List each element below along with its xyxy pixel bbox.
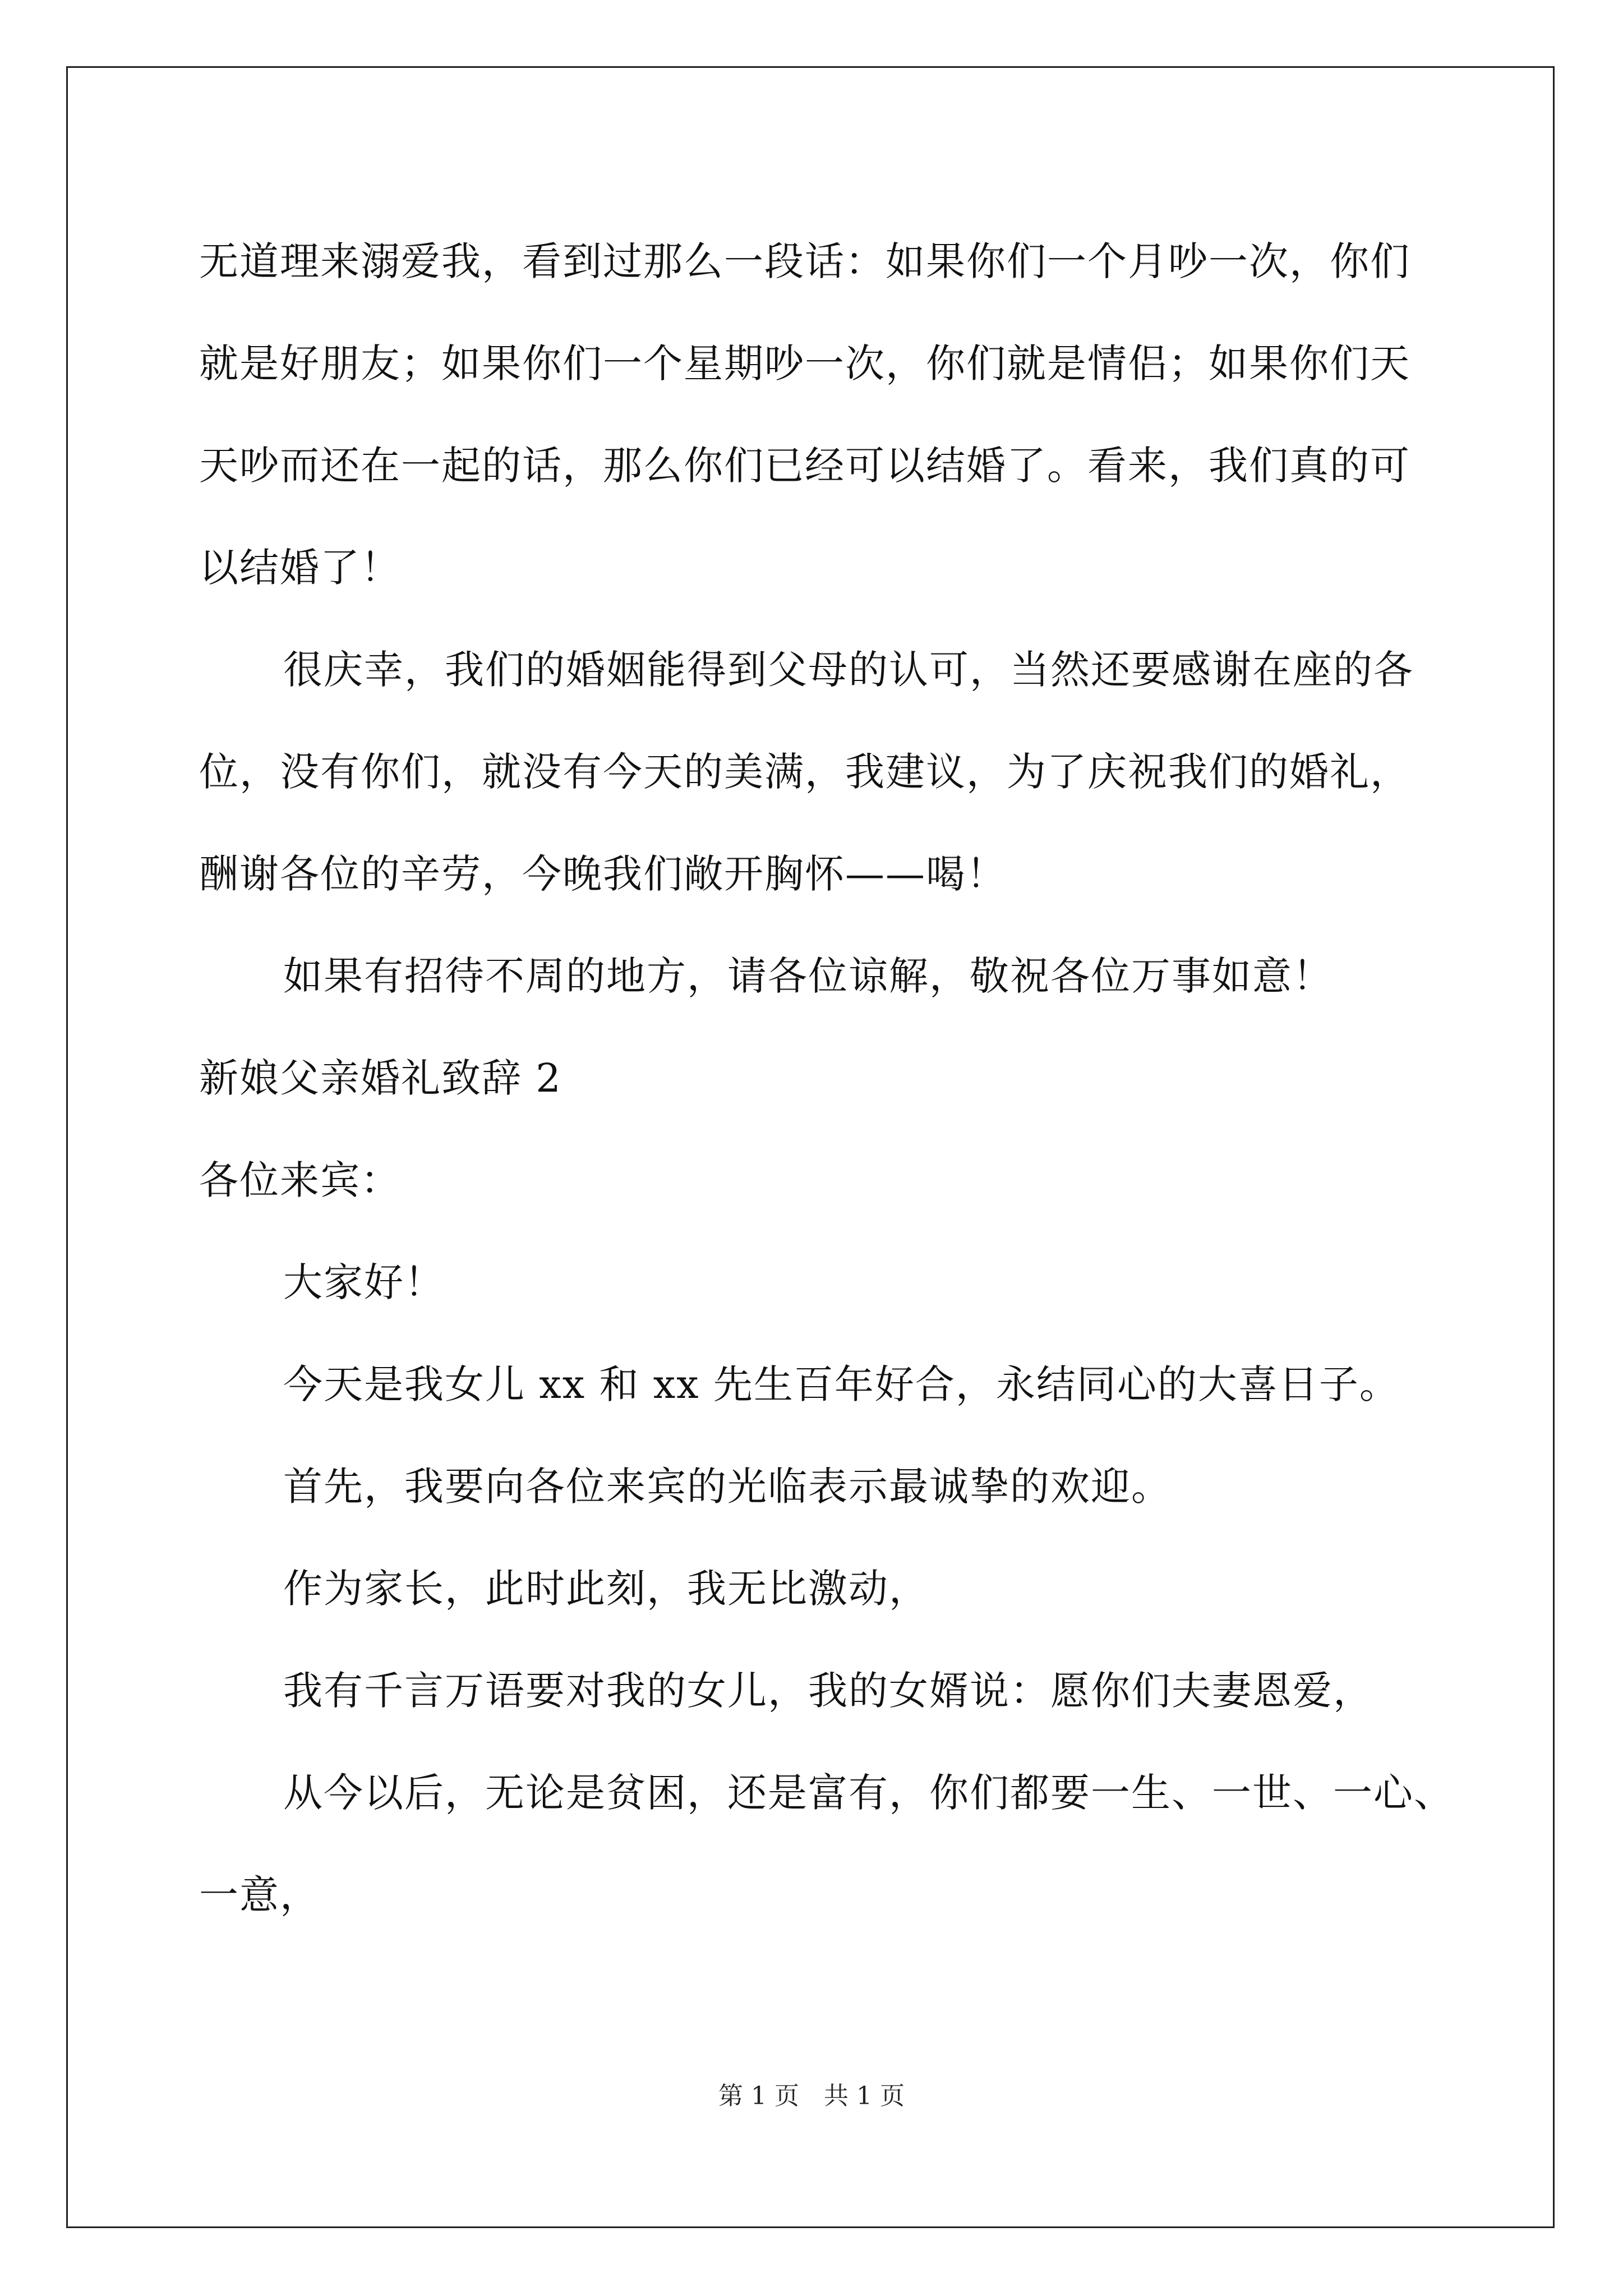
text-line: 以结婚了！ xyxy=(199,545,401,591)
page-footer: 第 1 页 共 1 页 xyxy=(718,2082,905,2110)
text-line: 就是好朋友；如果你们一个星期吵一次，你们就是情侣；如果你们天 xyxy=(199,341,1410,386)
section-heading: 新娘父亲婚礼致辞 2 xyxy=(199,1055,562,1101)
text-line: 如果有招待不周的地方，请各位谅解，敬祝各位万事如意！ xyxy=(283,953,1333,999)
text-line: 从今以后，无论是贫困，还是富有，你们都要一生、一世、一心、 xyxy=(283,1770,1454,1816)
text-line: 天吵而还在一起的话，那么你们已经可以结婚了。看来，我们真的可 xyxy=(199,443,1410,489)
salutation: 各位来宾： xyxy=(199,1157,401,1203)
text-line: 作为家长，此时此刻，我无比激动， xyxy=(283,1566,929,1612)
text-line: 今天是我女儿 xx 和 xx 先生百年好合，永结同心的大喜日子。 xyxy=(283,1361,1400,1407)
text-line: 我有千言万语要对我的女儿，我的女婿说：愿你们夫妻恩爱， xyxy=(283,1668,1373,1714)
document-body xyxy=(199,210,1461,1946)
greeting: 大家好！ xyxy=(283,1259,445,1305)
text-line: 一意， xyxy=(199,1872,320,1918)
text-line: 酬谢各位的辛劳，今晚我们敞开胸怀——喝！ xyxy=(199,851,1007,897)
text-line: 首先，我要向各位来宾的光临表示最诚挚的欢迎。 xyxy=(283,1464,1172,1510)
text-line: 位，没有你们，就没有今天的美满，我建议，为了庆祝我们的婚礼， xyxy=(199,749,1410,795)
text-line: 很庆幸，我们的婚姻能得到父母的认可，当然还要感谢在座的各 xyxy=(283,647,1414,693)
text-line: 无道理来溺爱我，看到过那么一段话：如果你们一个月吵一次，你们 xyxy=(199,238,1410,284)
